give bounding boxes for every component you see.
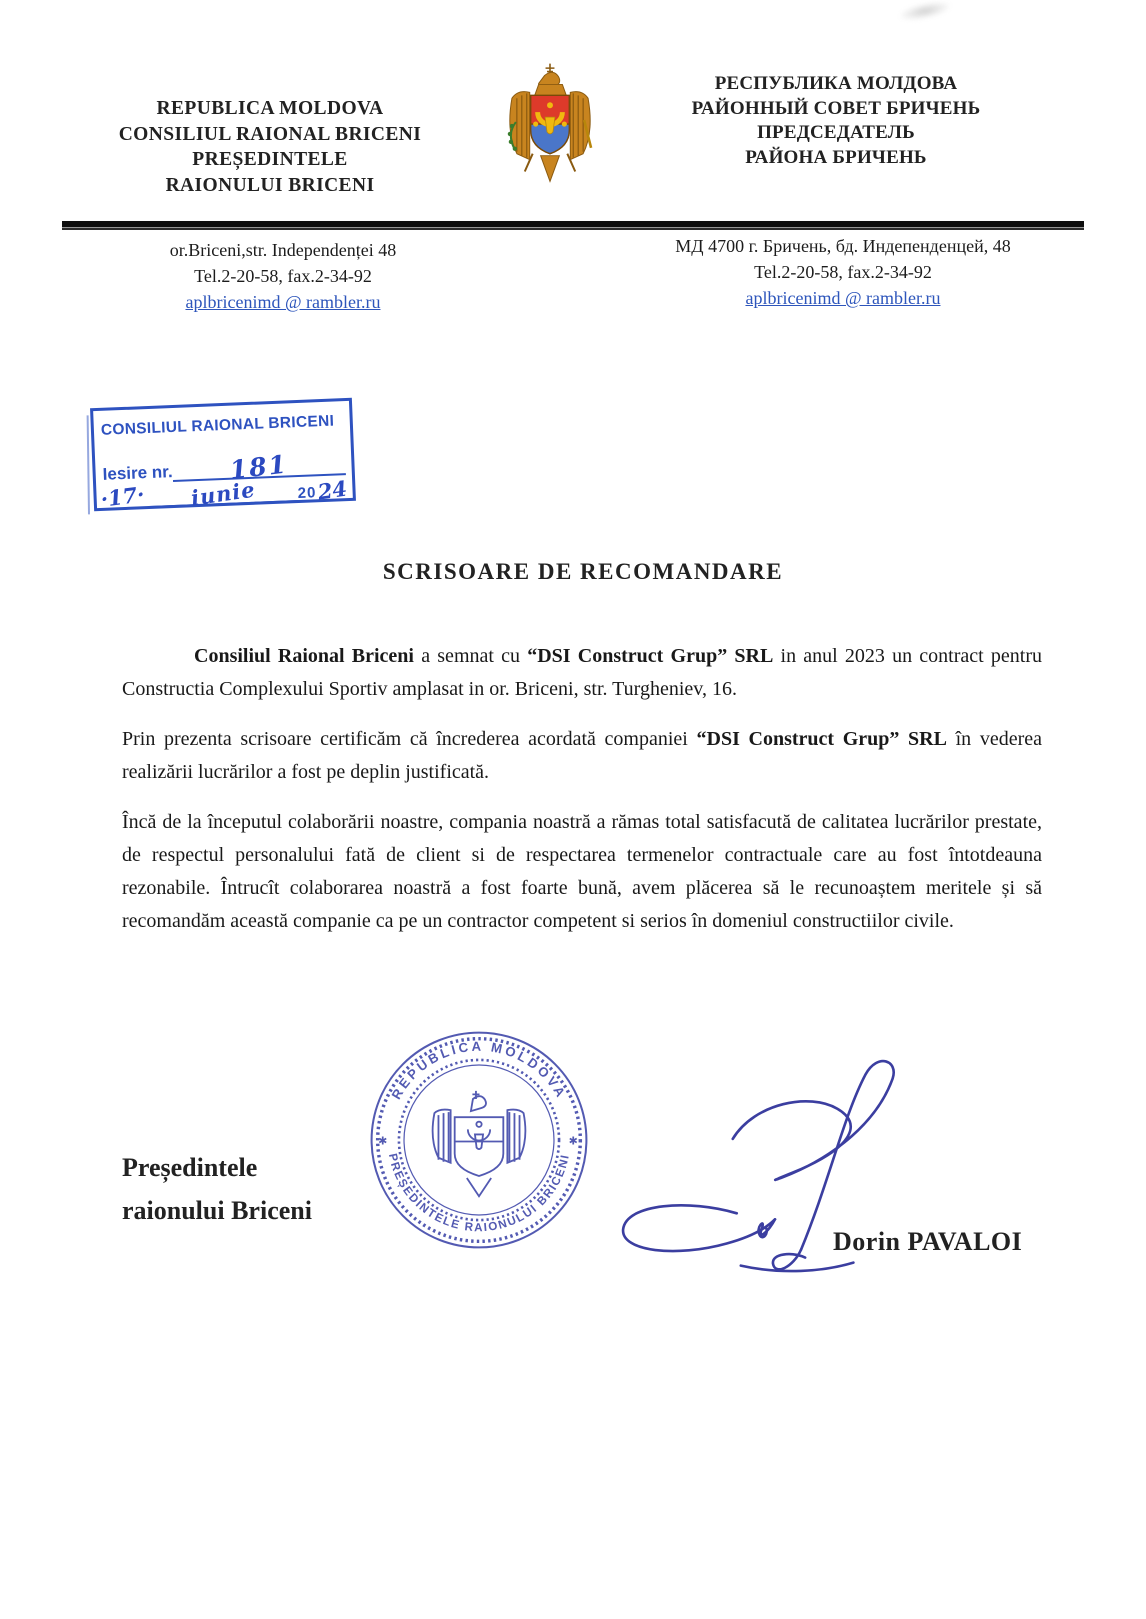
- seal-emblem: [433, 1091, 526, 1196]
- address-line: or.Briceni,str. Independenței 48: [169, 240, 397, 260]
- seal-bottom-text: PREȘEDINTELE RAIONULUI BRICENI: [385, 1152, 573, 1235]
- stamp-date-month: iunie: [189, 476, 258, 511]
- letterhead-line: РЕСПУБЛИКА МОЛДОВА: [714, 73, 958, 94]
- moldova-coat-of-arms-icon: [503, 62, 597, 190]
- svg-text:PREȘEDINTELE RAIONULUI BRICENI: [386, 1152, 572, 1234]
- president-role-title: [122, 1146, 312, 1232]
- official-round-seal-icon: [365, 1026, 593, 1254]
- stamp-year-handwritten: 24: [315, 475, 349, 505]
- letterhead-divider-rule: [62, 221, 1084, 230]
- stamp-org-name: CONSILIUL RAIONAL BRICENI: [100, 412, 335, 439]
- seal-separator-star: ✱: [568, 1135, 579, 1148]
- email-link[interactable]: aplbricenimd @ rambler.ru: [745, 288, 941, 308]
- phone-line: Tel.2-20-58, fax.2-34-92: [754, 262, 932, 282]
- role-line: raionului Briceni: [122, 1196, 312, 1225]
- letterhead-line: РАЙОНА БРИЧЕНЬ: [745, 146, 927, 168]
- stamp-exit-number: 181: [228, 449, 290, 485]
- letterhead-line: ПРЕДСЕДАТЕЛЬ: [757, 122, 915, 143]
- seal-top-text: REPUBLICA MOLDOVA: [388, 1038, 570, 1102]
- phone-line: Tel.2-20-58, fax.2-34-92: [194, 266, 372, 286]
- email-link[interactable]: aplbricenimd @ rambler.ru: [185, 292, 381, 312]
- role-line: Președintele: [122, 1153, 258, 1182]
- address-line: МД 4700 г. Бричень, бд. Индепенденцей, 48: [675, 236, 1011, 256]
- contact-block-right: [648, 233, 1038, 311]
- paragraph-1: Consiliul Raional Briceni a semnat cu “DSI Construct Grup” SRL in anul 2023 un contract pentru Constructia Complexului Sportiv amplasat in or. Briceni, str. Turgheniev, 16.: [122, 645, 1043, 700]
- seal-separator-star: ✱: [378, 1135, 388, 1148]
- letterhead-line: RAIONULUI BRICENI: [165, 174, 375, 196]
- letterhead-line: РАЙОННЫЙ СОВЕТ БРИЧЕНЬ: [691, 97, 981, 119]
- paragraph-3: Încă de la începutul colaborării noastre, compania noastră a rămas total satisfacută de calitatea lucrărilor prestate, de respectul personalului fată de client si de respectarea termenelor contractuale care au fost întotdeauna rezonabile. Întrucît colaborarea noastră a fost foarte bună, avem plăcerea să le recunoaștem meritele și să recomandăm această companie ca pe un contractor competent si serios în domeniul constructiilor civile.: [122, 811, 1042, 932]
- stamp-exit-label: Iesire nr.: [102, 462, 173, 484]
- stamp-date-month-field: [148, 476, 298, 511]
- stamp-date-day: ·17·: [99, 481, 146, 512]
- scan-smudge: [897, 0, 953, 24]
- letterhead-right-block: [666, 72, 1006, 170]
- stamp-year-printed: 20: [297, 484, 317, 503]
- letterhead-line: CONSILIUL RAIONAL BRICENI: [118, 123, 422, 145]
- registry-stamp: [90, 398, 356, 511]
- letter-title: SCRISOARE DE RECOMANDARE: [382, 559, 784, 584]
- paragraph-2: Prin prezenta scrisoare certificăm că încrederea acordată companiei “DSI Construct Grup” SRL în vederea realizării lucrărilor a fost pe deplin justificată.: [122, 728, 1043, 783]
- signer-name: Dorin PAVALOI: [833, 1227, 1023, 1256]
- letterhead-line: PREȘEDINTELE: [192, 149, 348, 170]
- letter-body: [122, 640, 1042, 955]
- letterhead-line: REPUBLICA MOLDOVA: [156, 98, 384, 119]
- letterhead-left-block: [100, 96, 440, 198]
- contact-block-left: [108, 237, 458, 315]
